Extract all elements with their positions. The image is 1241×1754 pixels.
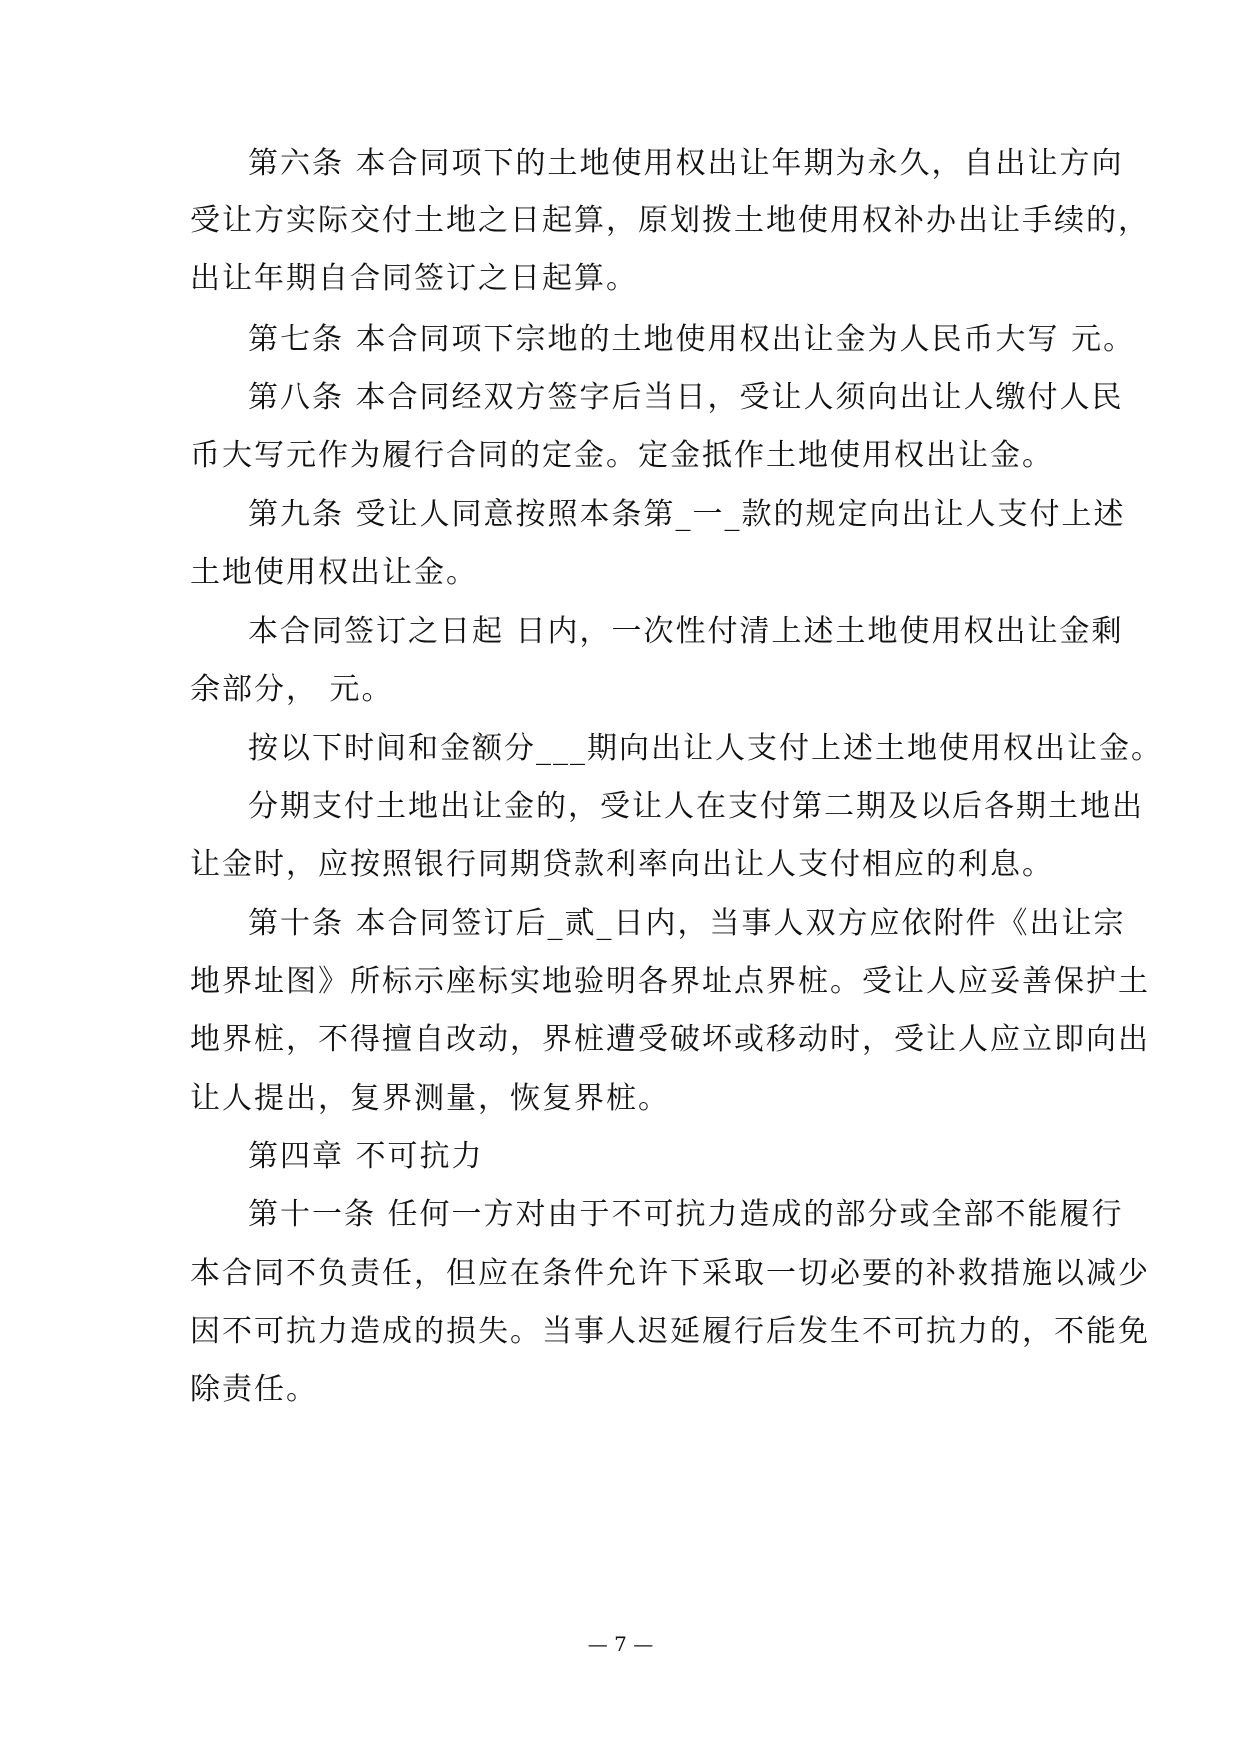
- article-11-line-1: 第十一条 任何一方对由于不可抗力造成的部分或全部不能履行: [248, 1197, 1124, 1232]
- article-10-line-2: 地界址图》所标示座标实地验明各界址点界桩。受让人应妥善保护土: [190, 964, 1150, 999]
- article-6-line-2: 受让方实际交付土地之日起算，原划拨土地使用权补办出让手续的，: [190, 203, 1150, 238]
- interest-line-1: 分期支付土地出让金的，受让人在支付第二期及以后各期土地出: [248, 789, 1144, 824]
- article-8-line-1: 第八条 本合同经双方签字后当日，受让人须向出让人缴付人民: [248, 380, 1124, 415]
- interest-line-2: 让金时，应按照银行同期贷款利率向出让人支付相应的利息。: [190, 847, 1054, 882]
- chapter-4-heading: 第四章 不可抗力: [248, 1139, 484, 1174]
- article-10-line-1: 第十条 本合同签订后_贰_日内，当事人双方应依附件《出让宗: [248, 906, 1126, 941]
- article-11-line-2: 本合同不负责任，但应在条件允许下采取一切必要的补救措施以减少: [190, 1256, 1150, 1291]
- lump-sum-line-2: 余部分， 元。: [190, 672, 394, 707]
- article-10-line-3: 地界桩，不得擅自改动，界桩遭受破坏或移动时，受让人应立即向出: [190, 1022, 1150, 1057]
- article-8-line-2: 币大写元作为履行合同的定金。定金抵作土地使用权出让金。: [190, 438, 1054, 473]
- page-number: — 7 —: [587, 1632, 654, 1656]
- article-11-line-3: 因不可抗力造成的损失。当事人迟延履行后发生不可抗力的，不能免: [190, 1314, 1150, 1349]
- article-9-line-1: 第九条 受让人同意按照本条第_一_款的规定向出让人支付上述: [248, 497, 1126, 532]
- article-7-line-1: 第七条 本合同项下宗地的土地使用权出让金为人民币大写 元。: [248, 322, 1136, 357]
- lump-sum-line-1: 本合同签订之日起 日内，一次性付清上述土地使用权出让金剩: [248, 614, 1124, 649]
- article-10-line-4: 让人提出，复界测量，恢复界桩。: [190, 1081, 670, 1116]
- article-6-line-1: 第六条 本合同项下的土地使用权出让年期为永久，自出让方向: [248, 146, 1124, 181]
- article-11-line-4: 除责任。: [190, 1372, 318, 1407]
- article-6-line-3: 出让年期自合同签订之日起算。: [190, 261, 638, 296]
- installment-line: 按以下时间和金额分___期向出让人支付上述土地使用权出让金。: [248, 731, 1163, 766]
- article-9-line-2: 土地使用权出让金。: [190, 555, 478, 590]
